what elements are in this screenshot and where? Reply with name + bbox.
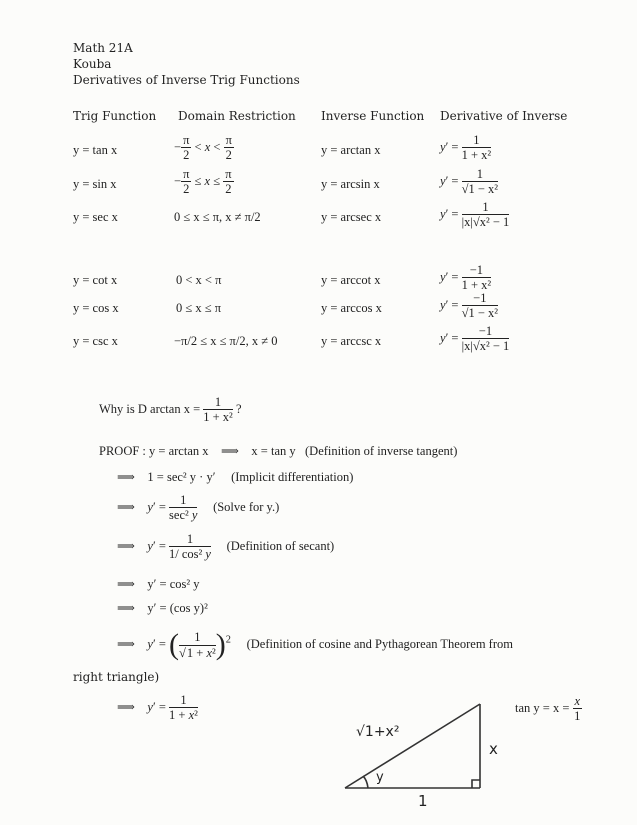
row-csc-deriv-num: −1 — [462, 324, 510, 339]
row-sin-deriv-den: √1 − x² — [461, 182, 499, 197]
note-inverse-tangent: (Definition of inverse tangent) — [305, 444, 458, 458]
row-cot-deriv-den: 1 + x² — [461, 278, 492, 293]
note-secant: (Definition of secant) — [226, 538, 335, 553]
row-sec-deriv-den: |x|√x² − 1 — [461, 215, 510, 230]
row-cos-domain: 0 ≤ x ≤ π — [176, 301, 222, 315]
row-sin-domain: − $\frac{\pi}{2}$ ≤ x ≤ $\frac{\pi}{2}$ — [174, 167, 232, 197]
row-cos-deriv-den: √1 − x² — [461, 306, 499, 321]
row-tan-derivative: y′ = $\frac{1}{\text{1 + x²}}$ — [440, 133, 492, 163]
row-sec-inverse: y = arcsec x — [321, 210, 382, 224]
row-tan-domain: − $\frac{\pi}{2}$ < x < $\frac{\pi}{2}$ — [174, 133, 232, 163]
triangle-angle-label: y — [376, 770, 384, 785]
header-inverse-function: Inverse Function — [321, 109, 425, 123]
row-cot-domain: 0 < x < π — [176, 273, 222, 287]
row-cos-inverse: y = arccos x — [321, 301, 382, 315]
row-cos-trig: y = cos x — [73, 301, 119, 315]
question-num: 1 — [203, 395, 233, 410]
question-den: 1 + x² — [203, 410, 233, 425]
implies-arrow: ⟹ — [117, 699, 135, 714]
proof-line-1 — [117, 469, 353, 485]
row-csc-inverse: y = arccsc x — [321, 334, 382, 348]
row-sec-trig: y = sec x — [73, 210, 118, 224]
triangle-hypotenuse-label: √1+x² — [356, 724, 400, 740]
implies-arrow: ⟹ — [221, 444, 239, 458]
right-triangle-diagram — [330, 696, 530, 806]
row-cot-trig: y = cot x — [73, 273, 118, 287]
angle-arc — [363, 776, 368, 788]
row-cot-deriv-num: −1 — [462, 263, 492, 278]
tan-relation-text: tan y = x = — [515, 700, 570, 715]
question-line — [99, 395, 242, 425]
note-pythagorean-cont: right triangle) — [73, 670, 160, 684]
proof-line-6: ⟹ y′ = ( $\frac{1}{\text{√1 + x²}}$ )$^2$ (Definition of cosine and Pythagorean Theorem from — [117, 628, 513, 661]
proof-step-4: y′ = cos² y — [147, 577, 200, 591]
triangle-opposite-label: x — [489, 740, 498, 758]
row-tan-deriv-num: 1 — [462, 133, 492, 148]
row-csc-trig: y = csc x — [73, 334, 118, 348]
row-cot-inverse: y = arccot x — [321, 273, 381, 287]
row-cot-derivative: y′ = $\frac{-1}{\text{1 + x²}}$ — [440, 263, 492, 293]
implies-arrow: ⟹ — [117, 577, 135, 591]
proof-step-5: y′ = (cos y)² — [147, 601, 208, 615]
right-angle-marker — [472, 780, 480, 788]
tan-relation: tan y = x = $\frac{x}{1}$ — [515, 694, 581, 724]
proof-line-3: ⟹ y′ = $\frac{1}{\text{1/ cos² y}}$ (Definition of secant) — [117, 532, 335, 562]
note-pythagorean: (Definition of cosine and Pythagorean Theorem from — [246, 636, 513, 651]
header-derivative-of-inverse: Derivative of Inverse — [440, 109, 568, 123]
row-sec-domain: 0 ≤ x ≤ π, x ≠ π/2 — [174, 210, 261, 224]
implies-arrow: ⟹ — [117, 470, 135, 484]
row-cos-derivative: y′ = $\frac{-1}{\text{√1 − x²}}$ — [440, 291, 499, 321]
proof-start: y = arctan x — [149, 444, 209, 458]
proof-equiv: x = tan y — [251, 444, 296, 458]
question-prefix: Why is D arctan x = — [99, 401, 201, 416]
proof-line-4 — [117, 576, 200, 592]
note-implicit: (Implicit differentiation) — [231, 470, 354, 484]
proof-label: PROOF : — [99, 444, 146, 458]
row-sin-deriv-num: 1 — [462, 167, 498, 182]
implies-arrow: ⟹ — [117, 499, 135, 514]
instructor-name: Kouba — [73, 57, 112, 71]
row-sec-derivative: y′ = $\frac{1}{\text{|x|√x² − 1}}$ — [440, 200, 510, 230]
implies-arrow: ⟹ — [117, 601, 135, 615]
row-tan-inverse: y = arctan x — [321, 143, 381, 157]
implies-arrow: ⟹ — [117, 636, 135, 651]
triangle-hypotenuse — [345, 704, 480, 788]
proof-line-7: ⟹ y′ = $\frac{1}{\text{1 + x²}}$ — [117, 693, 198, 723]
course-title: Math 21A — [73, 41, 133, 55]
row-tan-deriv-den: 1 + x² — [461, 148, 492, 163]
header-domain-restriction: Domain Restriction — [178, 109, 296, 123]
proof-line-2: ⟹ y′ = $\frac{1}{\text{sec² y}}$ (Solve for y.) — [117, 493, 280, 523]
question-suffix: ? — [235, 401, 242, 416]
row-sin-inverse: y = arcsin x — [321, 177, 380, 191]
row-sec-deriv-num: 1 — [462, 200, 510, 215]
row-csc-domain: −π/2 ≤ x ≤ π/2, x ≠ 0 — [174, 334, 278, 348]
proof-line-0 — [99, 443, 457, 459]
page-title: Derivatives of Inverse Trig Functions — [73, 73, 300, 87]
note-solve: (Solve for y.) — [213, 499, 280, 514]
row-sin-trig: y = sin x — [73, 177, 117, 191]
implies-arrow: ⟹ — [117, 538, 135, 553]
row-tan-trig: y = tan x — [73, 143, 118, 157]
row-csc-derivative: y′ = $\frac{-1}{\text{|x|√x² − 1}}$ — [440, 324, 510, 354]
header-trig-function: Trig Function — [73, 109, 157, 123]
row-cos-deriv-num: −1 — [462, 291, 498, 306]
proof-step-1: 1 = sec² y · y′ — [147, 470, 216, 484]
row-sin-derivative: y′ = $\frac{1}{\text{√1 − x²}}$ — [440, 167, 499, 197]
row-csc-deriv-den: |x|√x² − 1 — [461, 339, 510, 354]
proof-line-5 — [117, 600, 208, 616]
triangle-adjacent-label: 1 — [418, 792, 428, 810]
